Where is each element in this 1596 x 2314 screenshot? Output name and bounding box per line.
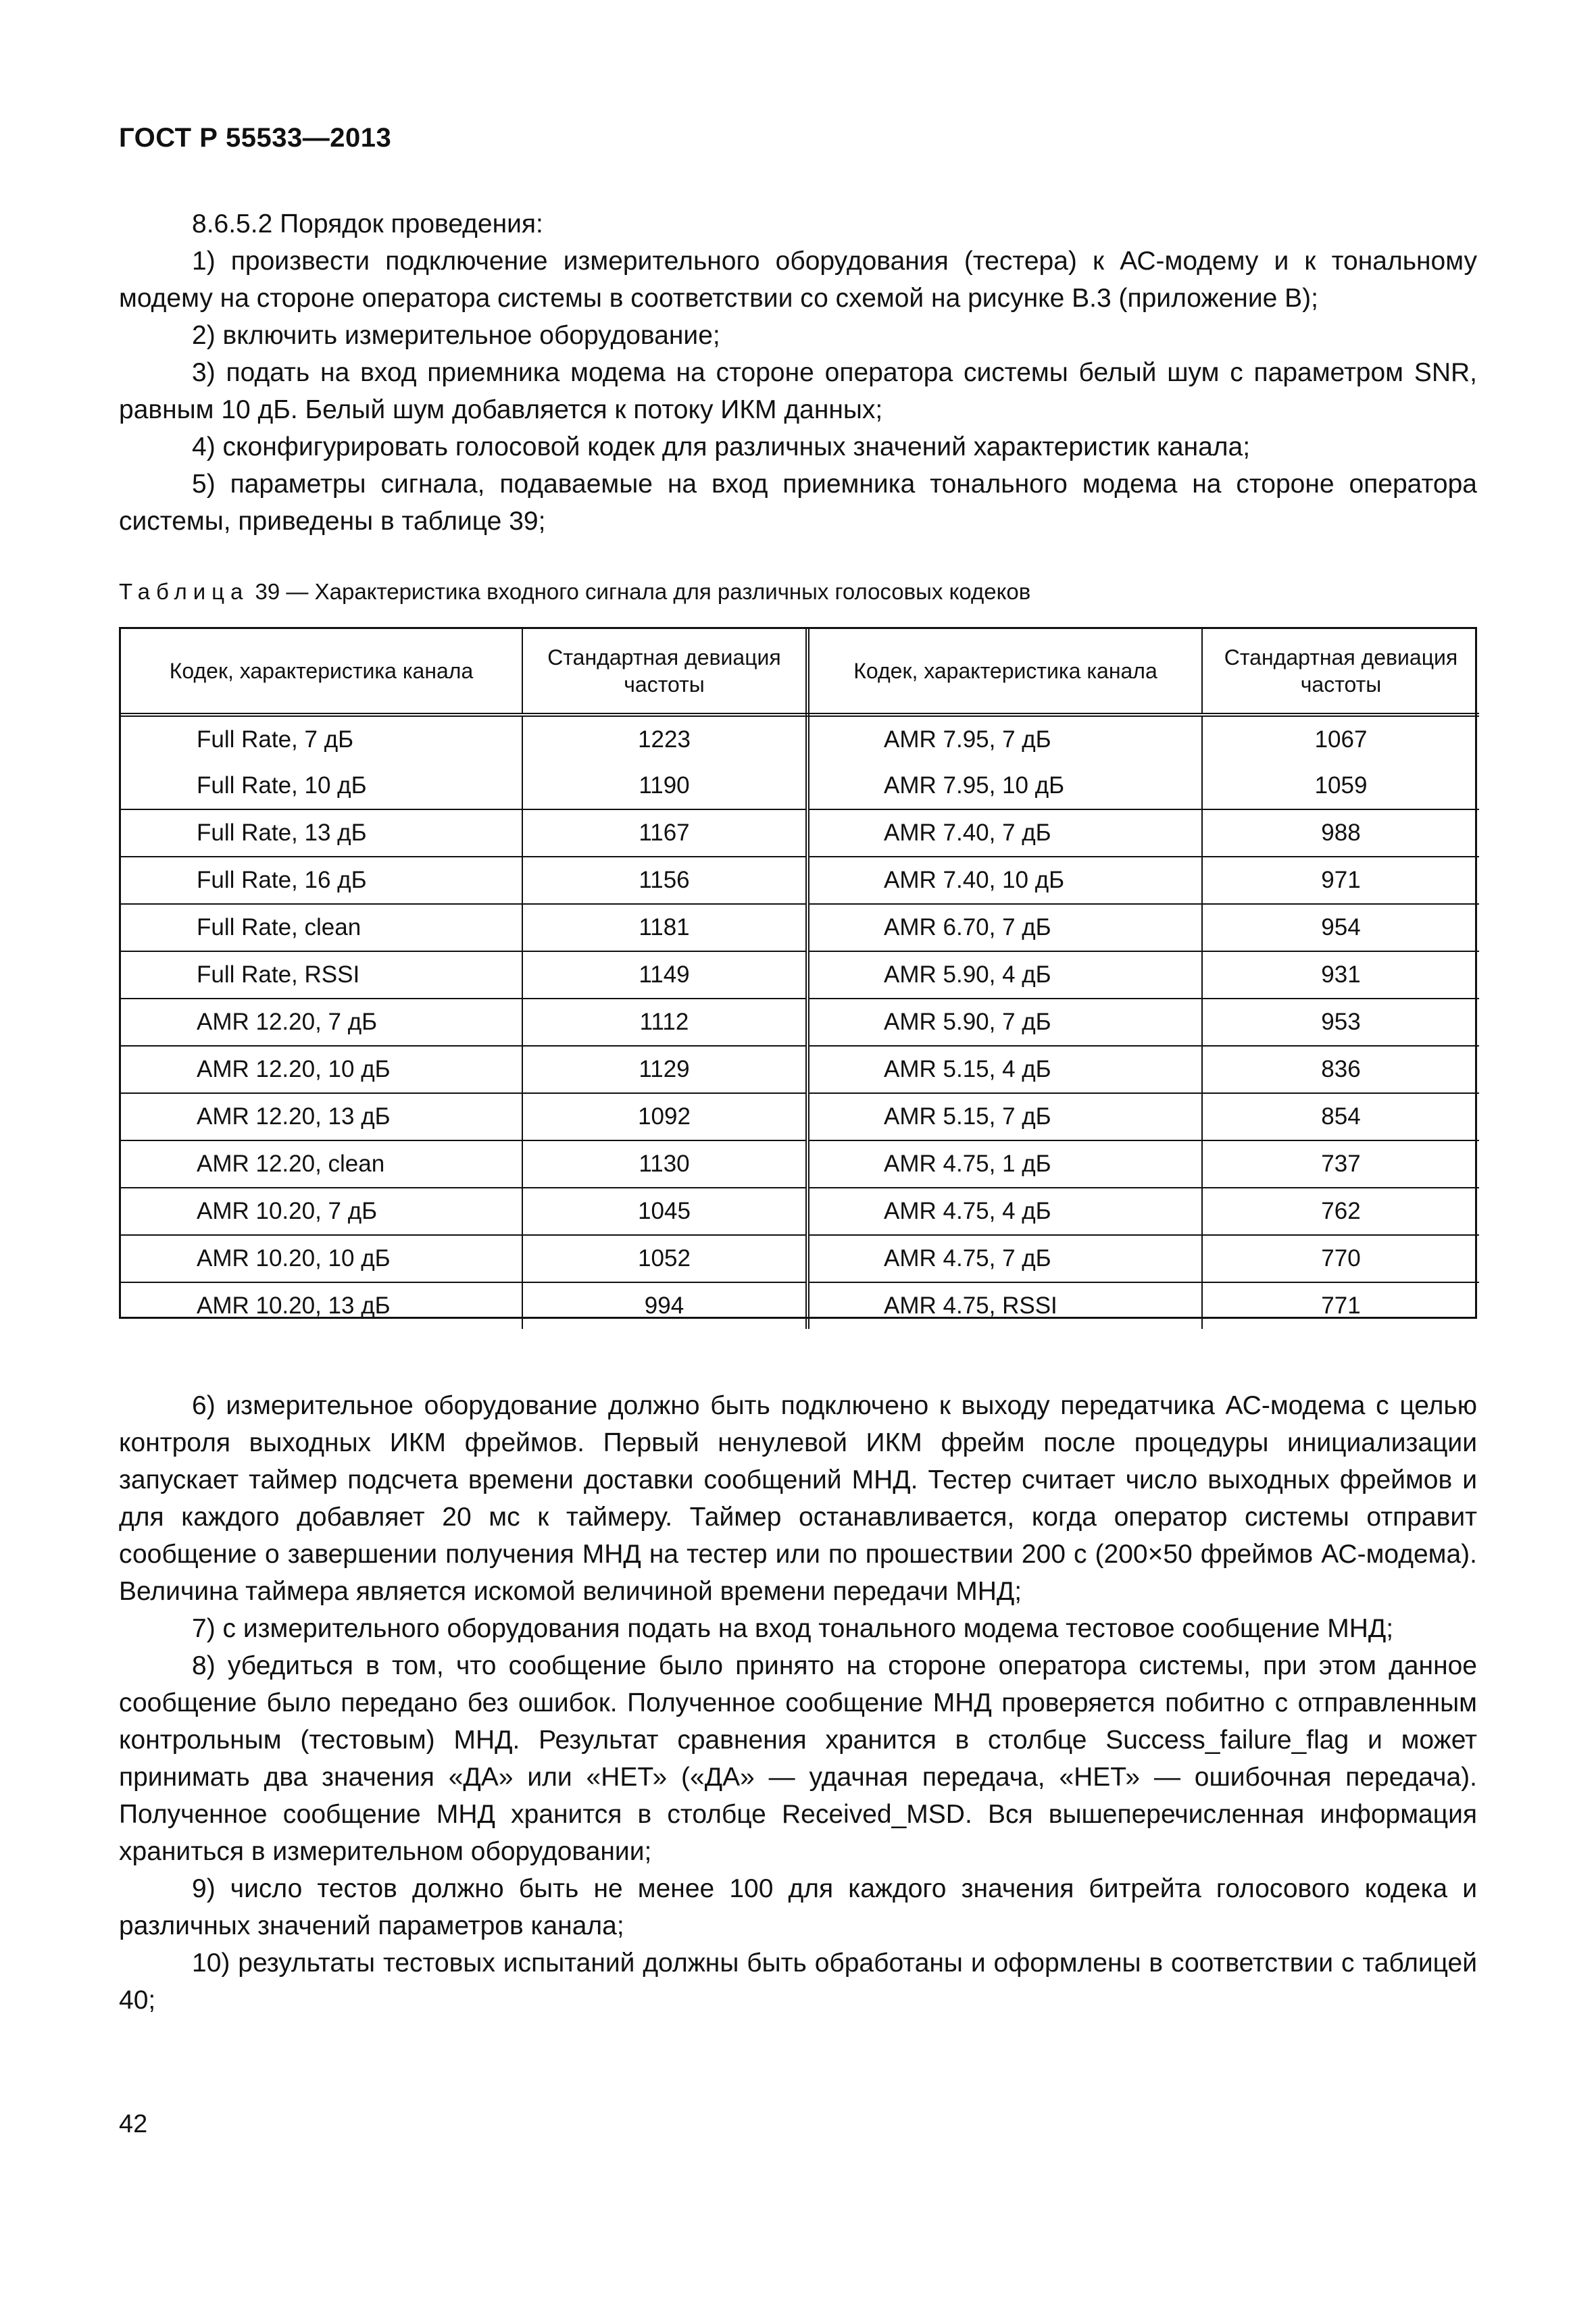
cell-deviation: 762: [1202, 1188, 1479, 1235]
cell-codec: AMR 7.95, 7 дБ: [807, 715, 1202, 763]
table-row: [121, 904, 1479, 951]
cell-deviation: 1156: [522, 857, 807, 904]
step-paragraph: 5) параметры сигнала, подаваемые на вход приемника тонального модема на стороне оператора системы, приведены в таблице 39;: [119, 470, 1477, 536]
cell-codec: AMR 12.20, 7 дБ: [121, 999, 522, 1046]
step-paragraph: 2) включить измерительное оборудование;: [192, 321, 720, 350]
table-row: [121, 1282, 1479, 1329]
cell-deviation: 954: [1202, 904, 1479, 951]
table-caption: [119, 578, 1030, 605]
cell-codec: Full Rate, 7 дБ: [121, 715, 522, 763]
cell-codec: AMR 6.70, 7 дБ: [807, 904, 1202, 951]
cell-codec: AMR 5.90, 7 дБ: [807, 999, 1202, 1046]
cell-deviation: 931: [1202, 951, 1479, 999]
cell-deviation: 1052: [522, 1235, 807, 1282]
cell-deviation: 1149: [522, 951, 807, 999]
table-row: [121, 715, 1479, 763]
document-header: ГОСТ Р 55533—2013: [119, 123, 392, 153]
table-row: [121, 1235, 1479, 1282]
step-paragraph: 8) убедиться в том, что сообщение было принято на стороне оператора системы, при этом данное сообщение было передано без ошибок. Полученное сообщение МНД проверяется побитно с отправленным контрольным (тестовым) МНД. Результат сравнения хранится в столбце Success_failure_flag и может принимать два значения «ДА» или «НЕТ» («ДА» — удачная передача, «НЕТ» — ошибочная передача). Полученное сообщение МНД хранится в столбце Received_MSD. Вся вышеперечисленная информация храниться в измерительном оборудовании;: [119, 1651, 1477, 1866]
cell-codec: Full Rate, 10 дБ: [121, 763, 522, 809]
cell-codec: AMR 5.15, 4 дБ: [807, 1046, 1202, 1093]
cell-codec: AMR 10.20, 7 дБ: [121, 1188, 522, 1235]
step-paragraph: 7) с измерительного оборудования подать на вход тонального модема тестовое сообщение МНД;: [192, 1614, 1394, 1643]
table-header-row: [121, 629, 1479, 715]
cell-codec: AMR 4.75, 1 дБ: [807, 1140, 1202, 1188]
table-row: [121, 763, 1479, 809]
page-number: 42: [119, 2110, 148, 2138]
table-row: [121, 1046, 1479, 1093]
cell-codec: Full Rate, RSSI: [121, 951, 522, 999]
cell-deviation: 1067: [1314, 726, 1368, 753]
table-row: [121, 1140, 1479, 1188]
cell-deviation: 854: [1202, 1093, 1479, 1140]
table-body: [121, 715, 1479, 1329]
cell-codec: AMR 4.75, 7 дБ: [807, 1235, 1202, 1282]
cell-deviation: 836: [1202, 1046, 1479, 1093]
cell-codec: AMR 12.20, clean: [121, 1140, 522, 1188]
cell-codec: AMR 7.40, 7 дБ: [807, 809, 1202, 857]
cell-codec: AMR 7.40, 10 дБ: [807, 857, 1202, 904]
cell-codec: AMR 4.75, RSSI: [807, 1282, 1202, 1329]
cell-deviation: 737: [1202, 1140, 1479, 1188]
cell-codec: Full Rate, 13 дБ: [121, 809, 522, 857]
cell-codec: Full Rate, clean: [121, 904, 522, 951]
cell-codec: AMR 10.20, 10 дБ: [121, 1235, 522, 1282]
cell-deviation: 770: [1202, 1235, 1479, 1282]
cell-deviation: 1129: [522, 1046, 807, 1093]
cell-codec: AMR 4.75, 4 дБ: [807, 1188, 1202, 1235]
cell-deviation: 1167: [522, 809, 807, 857]
column-header-deviation: Стандартная девиация частоты: [522, 629, 807, 715]
column-header-deviation: Стандартная девиация частоты: [1202, 629, 1479, 715]
table-caption-text: 39 — Характеристика входного сигнала для различных голосовых кодеков: [249, 579, 1031, 604]
cell-codec: AMR 7.95, 10 дБ: [807, 763, 1202, 809]
codec-table: [119, 627, 1477, 1319]
intro-section: [119, 205, 1477, 540]
cell-deviation: 1130: [522, 1140, 807, 1188]
cell-deviation: 971: [1202, 857, 1479, 904]
cell-deviation: 1045: [522, 1188, 807, 1235]
table-row: [121, 951, 1479, 999]
cell-codec: AMR 12.20, 10 дБ: [121, 1046, 522, 1093]
column-header-codec: Кодек, характеристика канала: [121, 629, 522, 715]
step-paragraph: 10) результаты тестовых испытаний должны быть обработаны и оформлены в соответствии с таблицей 40;: [119, 1948, 1477, 2015]
cell-codec: AMR 5.90, 4 дБ: [807, 951, 1202, 999]
step-paragraph: 6) измерительное оборудование должно быть подключено к выходу передатчика АС-модема с целью контроля выходных ИКМ фреймов. Первый ненулевой ИКМ фрейм после процедуры инициализации запускает таймер подсчета времени доставки сообщений МНД. Тестер считает число выходных фреймов и для каждого добавляет 20 мс к таймеру. Таймер останавливается, когда оператор системы отправит сообщение о завершении получения МНД на тестер или по прошествии 200 с (200×50 фреймов АС-модема). Величина таймера является искомой величиной времени передачи МНД;: [119, 1391, 1477, 1606]
step-paragraph: 4) сконфигурировать голосовой кодек для различных значений характеристик канала;: [192, 432, 1251, 461]
cell-deviation: 1181: [522, 904, 807, 951]
cell-codec: Full Rate, 16 дБ: [121, 857, 522, 904]
table-row: [121, 1188, 1479, 1235]
cell-deviation: 953: [1202, 999, 1479, 1046]
cell-deviation: 994: [522, 1282, 807, 1329]
table-caption-label: Таблица: [119, 579, 249, 604]
cell-codec: AMR 10.20, 13 дБ: [121, 1282, 522, 1329]
step-paragraph: 9) число тестов должно быть не менее 100 для каждого значения битрейта голосового кодека и различных значений параметров канала;: [119, 1874, 1477, 1940]
cell-deviation: 1223: [522, 715, 807, 763]
section-heading: 8.6.5.2 Порядок проведения:: [192, 209, 543, 238]
cell-deviation: 1190: [522, 763, 807, 809]
table-row: [121, 857, 1479, 904]
cell-deviation: 988: [1202, 809, 1479, 857]
cell-deviation: 1112: [522, 999, 807, 1046]
table-row: [121, 999, 1479, 1046]
steps-section: [119, 1387, 1477, 2019]
step-paragraph: 1) произвести подключение измерительного оборудования (тестера) к АС-модему и к тональному модему на стороне оператора системы в соответствии со схемой на рисунке В.3 (приложение В);: [119, 247, 1477, 313]
table-row: [121, 1093, 1479, 1140]
table-row: [121, 809, 1479, 857]
cell-deviation: 1092: [522, 1093, 807, 1140]
cell-codec: AMR 5.15, 7 дБ: [807, 1093, 1202, 1140]
cell-deviation: 771: [1202, 1282, 1479, 1329]
column-header-codec: Кодек, характеристика канала: [807, 629, 1202, 715]
cell-deviation: 1059: [1314, 772, 1368, 799]
cell-codec: AMR 12.20, 13 дБ: [121, 1093, 522, 1140]
step-paragraph: 3) подать на вход приемника модема на стороне оператора системы белый шум с параметром SNR, равным 10 дБ. Белый шум добавляется к потоку ИКМ данных;: [119, 358, 1477, 424]
